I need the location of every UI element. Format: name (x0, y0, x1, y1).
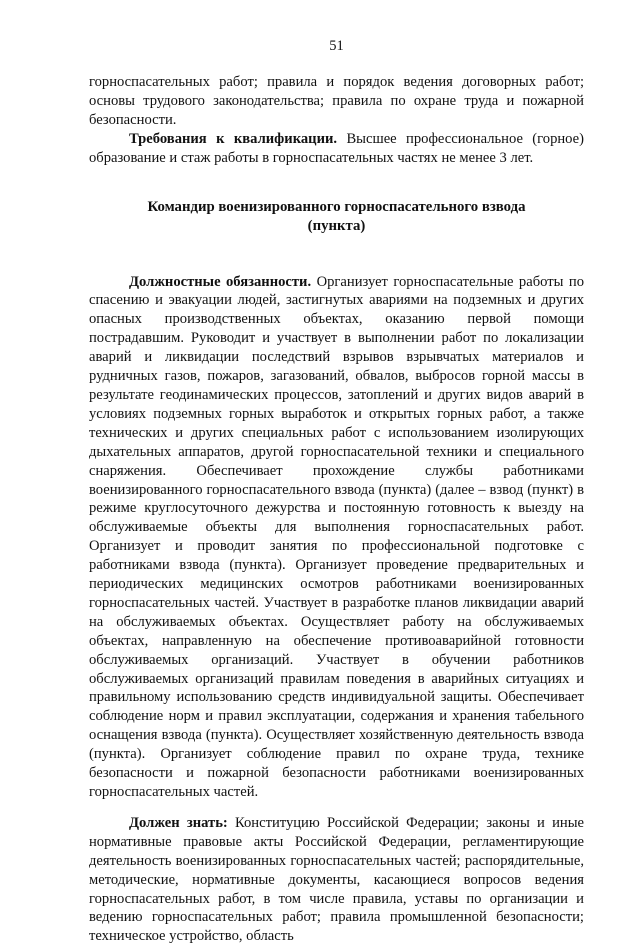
qualification-text: Высшее профессиональное (горное) образование и стаж работы в горноспасательных частях не менее 3 лет. (89, 130, 584, 166)
qualification-label: Требования к квалификации. (129, 130, 338, 147)
duties-label: Должностные обязанности. (129, 273, 312, 290)
intro-paragraph: горноспасательных работ; правила и порядок ведения договорных работ; основы трудового законодательства; правила по охране труда и пожарной безопасности. (89, 74, 584, 128)
must-know-paragraph (89, 814, 584, 946)
section-heading-line1: Командир военизированного горноспасательного взвода (147, 198, 526, 215)
must-know-label: Должен знать: (129, 814, 228, 831)
duties-paragraph (89, 273, 584, 802)
qualification-paragraph (89, 130, 584, 168)
must-know-text: Конституцию Российской Федерации; законы и иные нормативные правовые акты Российской Федерации, регламентирующие деятельность военизированных горноспасательных частей; распорядительные, методические, нормативные документы, касающиеся вопросов ведения горноспасательных работ, в том числе правила, уставы по организации и ведению горноспасательных работ; правила промышленной безопасности; техническое устройство, область (89, 814, 584, 945)
section-heading (89, 198, 584, 237)
section-heading-line2: (пункта) (307, 218, 366, 235)
duties-text: Организует горноспасательные работы по спасению и эвакуации людей, застигнутых авариями на подземных и других опасных производственных объектах, оказанию первой помощи пострадавшим. Руководит и участвует в выполнении работ по локализации аварий и ликвидации последствий взрывов взрывчатых материалов и рудничных газов, пожаров, загазований, обвалов, выбросов горной массы в результате геодинамических процессов, затоплений и других видов аварий в условиях подземных горных выработок и открытых горных работ, а также технических и других специальных работ с использованием изолирующих дыхательных аппаратов, другой горноспасательной техники и специального снаряжения. Обеспечивает прохождение службы работниками военизированного горноспасательного взвода (пункта) (далее – взвод (пункт) в режиме круглосуточного дежурства и постоянную готовность к выезду на обслуживаемые объекты для выполнения горноспасательных работ. Организует и проводит занятия по профессиональной подготовке с работниками взвода (пункта). Организует проведение предварительных и периодических медицинских осмотров работниками военизированных горноспасательных частей. Участвует в разработке планов ликвидации аварий на обслуживаемых объектах. Осуществляет работу на обслуживаемых объектах, направленную на обеспечение противоаварийной готовности обслуживаемых организаций. Участвует в обучении работников обслуживаемых организаций правилам поведения в аварийных ситуациях и правильному использованию средств индивидуальной защиты. Обеспечивает соблюдение норм и правил эксплуатации, содержания и хранения табельного оснащения взвода (пункта). Осуществляет хозяйственную деятельность взвода (пункта). Организует соблюдение правил по охране труда, технике безопасности и пожарной безопасности работниками военизированных горноспасательных частей. (89, 273, 584, 800)
page-number: 51 (329, 38, 344, 54)
